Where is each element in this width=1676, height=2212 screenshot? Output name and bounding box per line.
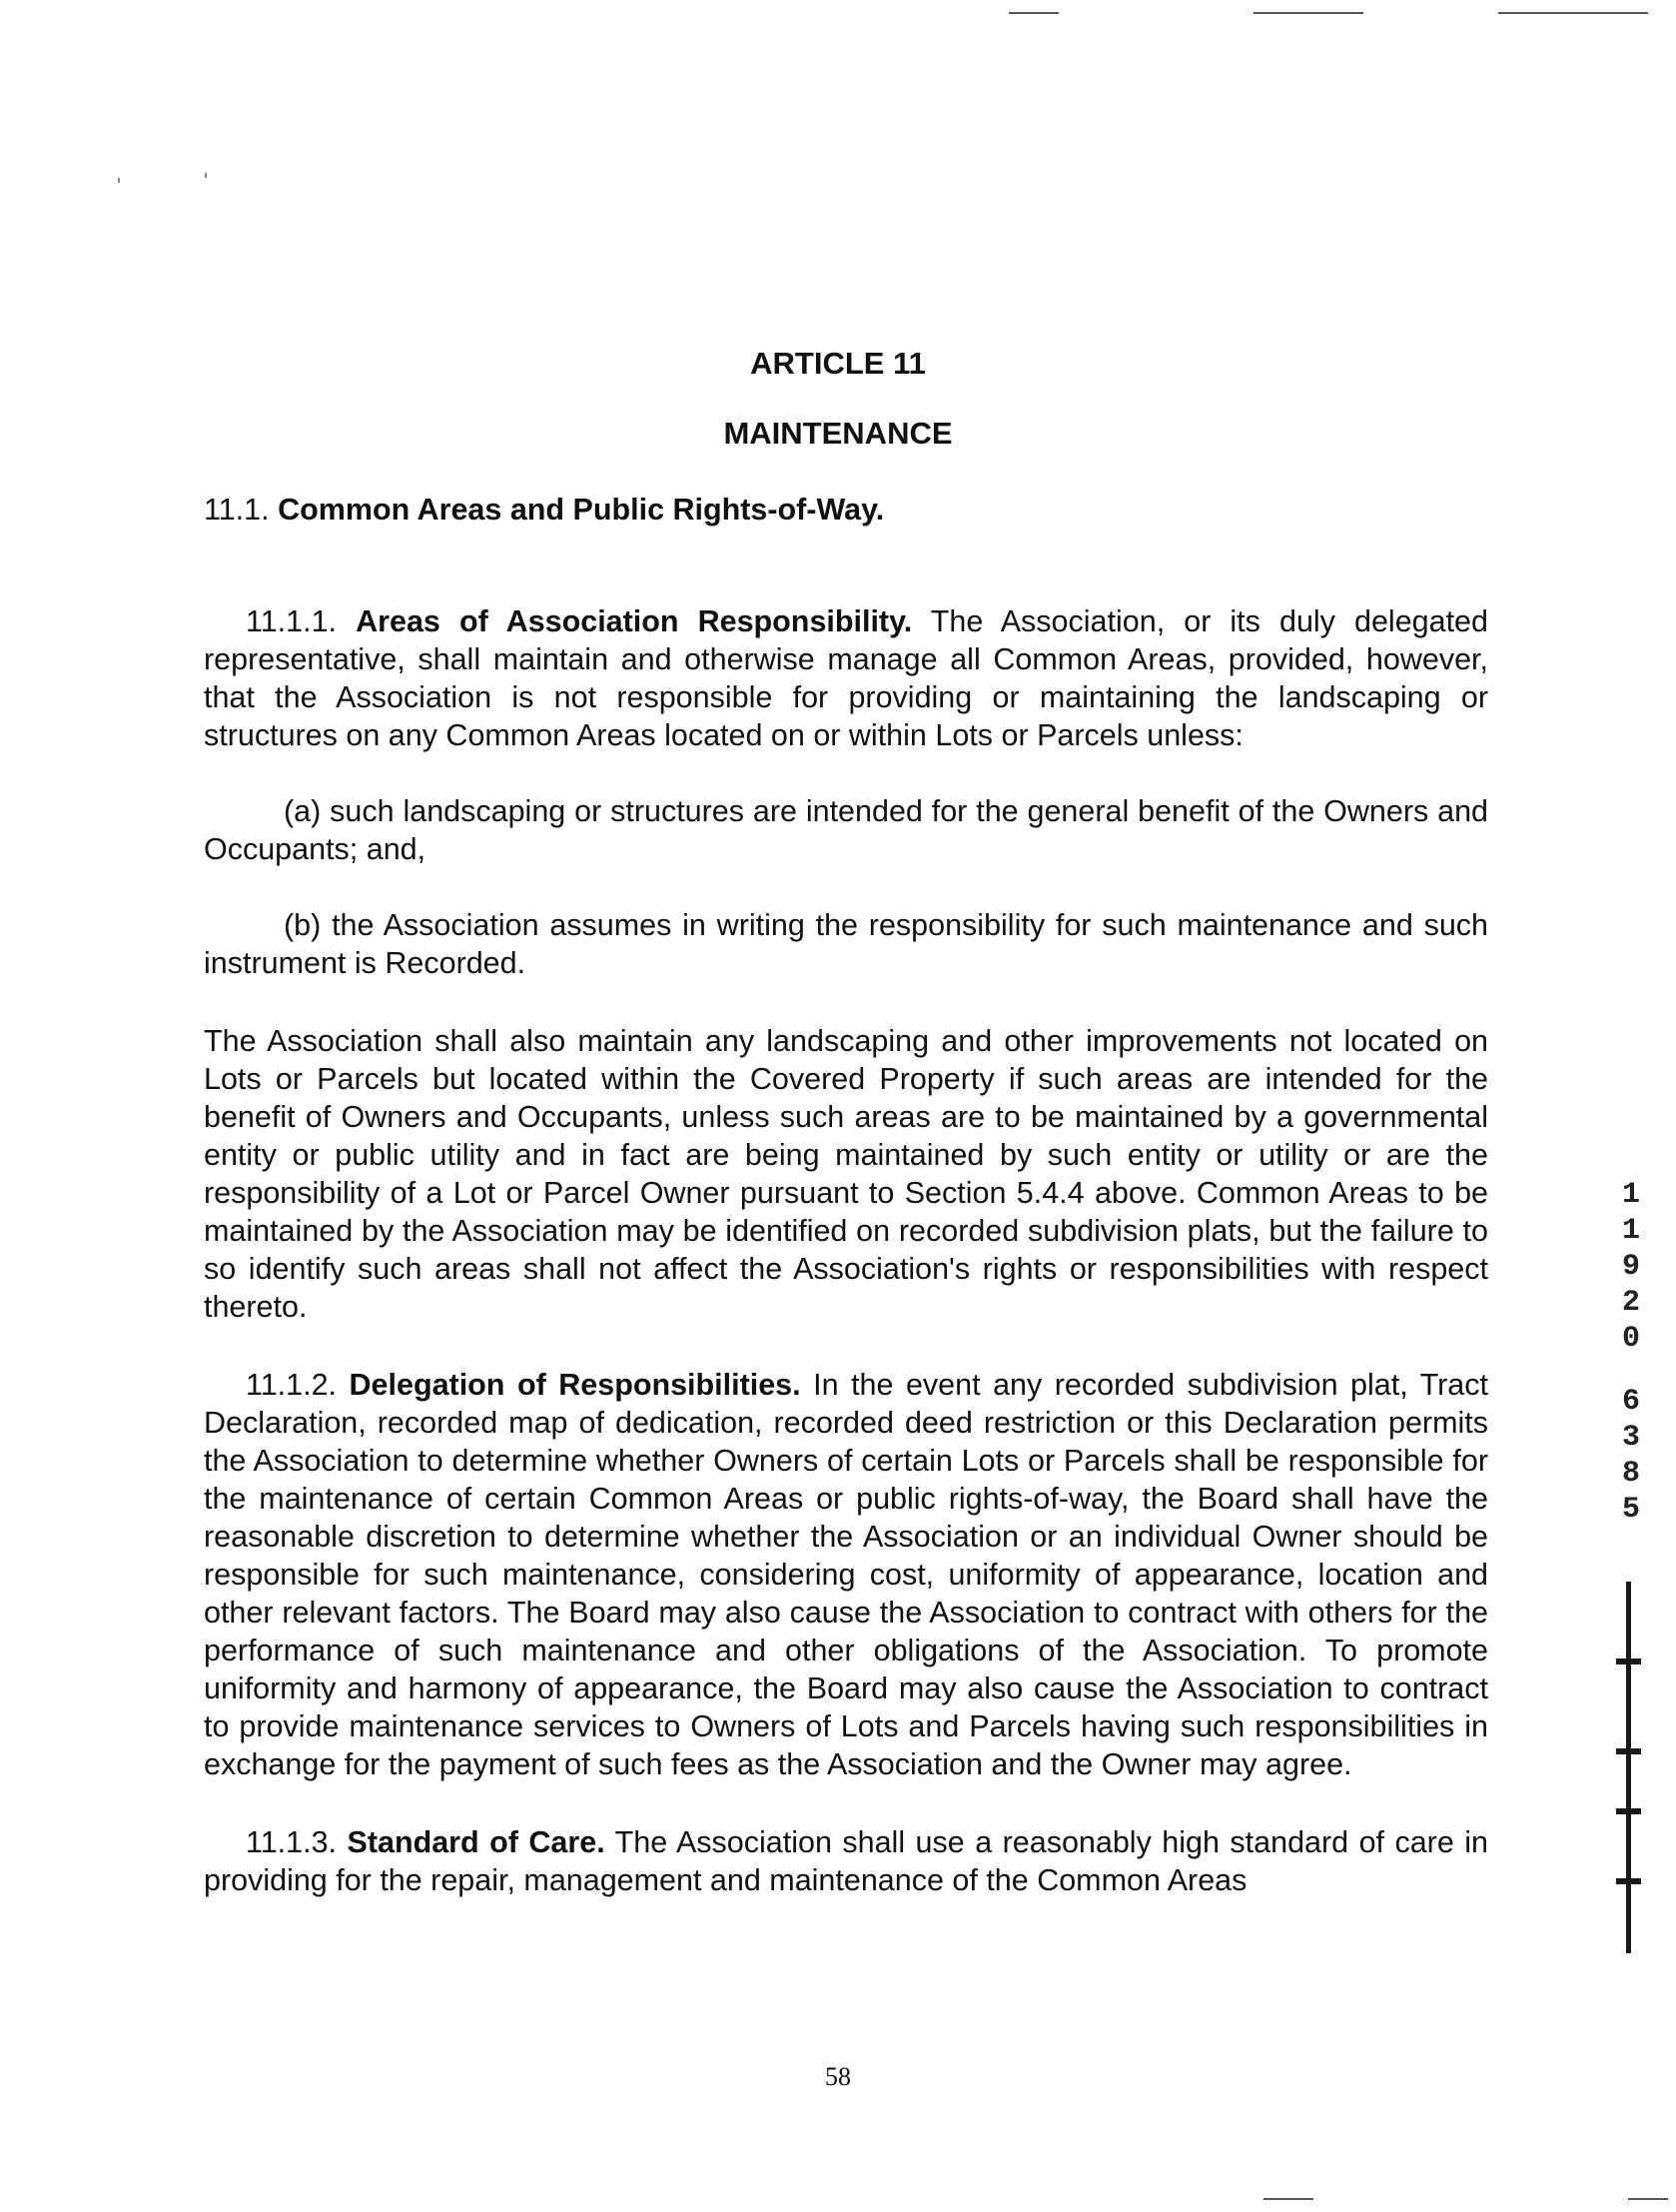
paragraph-text: In the event any recorded subdivision plat, Tract Declaration, recorded map of dedication, recorded deed restriction or this Declaration permits the Association to determine whether Owners of certain Lots or Parcels shall be responsible for the maintenance of certain Common Areas or public rights-of-way, the Board shall have the reasonable discretion to determine whether the Association or an individual Owner should be responsible for such maintenance, considering cost, uniformity of appearance, location and other relevant factors. The Board may also cause the Association to contract with others for the performance of such maintenance and other obligations of the Association. To promote uniformity and harmony of appearance, the Board may also cause the Association to contract to provide maintenance services to Owners of Lots and Parcels having such responsibilities in exchange for the payment of such fees as the Association and the Owner may agree. — [204, 1368, 1488, 1781]
paragraph-heading: Standard of Care. — [347, 1825, 605, 1859]
stamp-digit: 2 — [1621, 1286, 1640, 1320]
margin-barcode-bar — [1626, 1582, 1631, 1953]
document-body — [204, 491, 1488, 1899]
stamp-digit: 6 — [1621, 1385, 1640, 1419]
stamp-digit: 3 — [1621, 1421, 1640, 1455]
paragraph-11-1-3 — [204, 1823, 1488, 1899]
stamp-digit: 1 — [1621, 1178, 1640, 1212]
scan-artifact-speck — [118, 178, 120, 183]
article-number: ARTICLE 11 — [750, 346, 926, 381]
stamp-digit: 1 — [1621, 1214, 1640, 1248]
stamp-digit: 5 — [1621, 1493, 1640, 1527]
scan-artifact-line — [1628, 2198, 1668, 2200]
paragraph-heading: Delegation of Responsibilities. — [349, 1368, 801, 1402]
paragraph-11-1-1 — [204, 602, 1488, 754]
paragraph-11-1-2 — [204, 1366, 1488, 1783]
paragraph-heading: Areas of Association Responsibility. — [356, 604, 913, 638]
section-number: 11.1. — [204, 493, 270, 527]
paragraph-text: The Association, or its duly delegated representative, shall maintain and otherwise manage all Common Areas, provided, however, that the Association is not responsible for providing or maintaining the landscaping or structures on any Common Areas located on or within Lots or Parcels unless: — [204, 604, 1488, 752]
scan-artifact-line — [1498, 12, 1648, 14]
paragraph-number: 11.1.1. — [246, 604, 338, 638]
article-title: MAINTENANCE — [723, 416, 953, 451]
margin-barcode-tick — [1616, 1808, 1641, 1814]
stamp-digit: 0 — [1621, 1322, 1640, 1356]
scan-artifact-line — [1254, 12, 1363, 14]
stamp-digit: 9 — [1621, 1250, 1640, 1284]
scan-artifact-speck — [205, 173, 207, 178]
recording-stamp-lower — [1606, 1384, 1656, 1528]
recording-stamp-upper — [1606, 1177, 1656, 1357]
list-item-a: (a) such landscaping or structures are intended for the general benefit of the Owners and Occupants; and, — [204, 794, 1488, 866]
scan-artifact-line — [1263, 2198, 1313, 2200]
paragraph-number: 11.1.2. — [246, 1368, 338, 1402]
stamp-digit: 8 — [1621, 1457, 1640, 1491]
page-number: 58 — [825, 2062, 851, 2091]
margin-barcode-tick — [1616, 1659, 1641, 1664]
list-item-b: (b) the Association assumes in writing the responsibility for such maintenance and such instrument is Recorded. — [204, 908, 1488, 980]
section-heading — [204, 491, 1488, 529]
paragraph-continuation: The Association shall also maintain any landscaping and other improvements not located on Lots or Parcels but located within the Covered Property if such areas are intended for the benefit of Owners and Occupants, unless such areas are to be maintained by a governmental entity or public utility and in fact are being maintained by such entity or utility or are the responsibility of a Lot or Parcel Owner pursuant to Section 5.4.4 above. Common Areas to be maintained by the Association may be identified on recorded subdivision plats, but the failure to so identify such areas shall not affect the Association's rights or responsibilities with respect thereto. — [204, 1024, 1488, 1324]
paragraph-number: 11.1.3. — [246, 1825, 338, 1859]
margin-barcode-tick — [1616, 1878, 1641, 1884]
paragraph-text: The Association shall use a reasonably high standard of care in providing for the repair, management and maintenance of the Common Areas — [204, 1825, 1488, 1897]
scan-artifact-line — [1009, 12, 1059, 14]
section-title: Common Areas and Public Rights-of-Way. — [278, 493, 885, 527]
margin-barcode-tick — [1616, 1748, 1641, 1754]
